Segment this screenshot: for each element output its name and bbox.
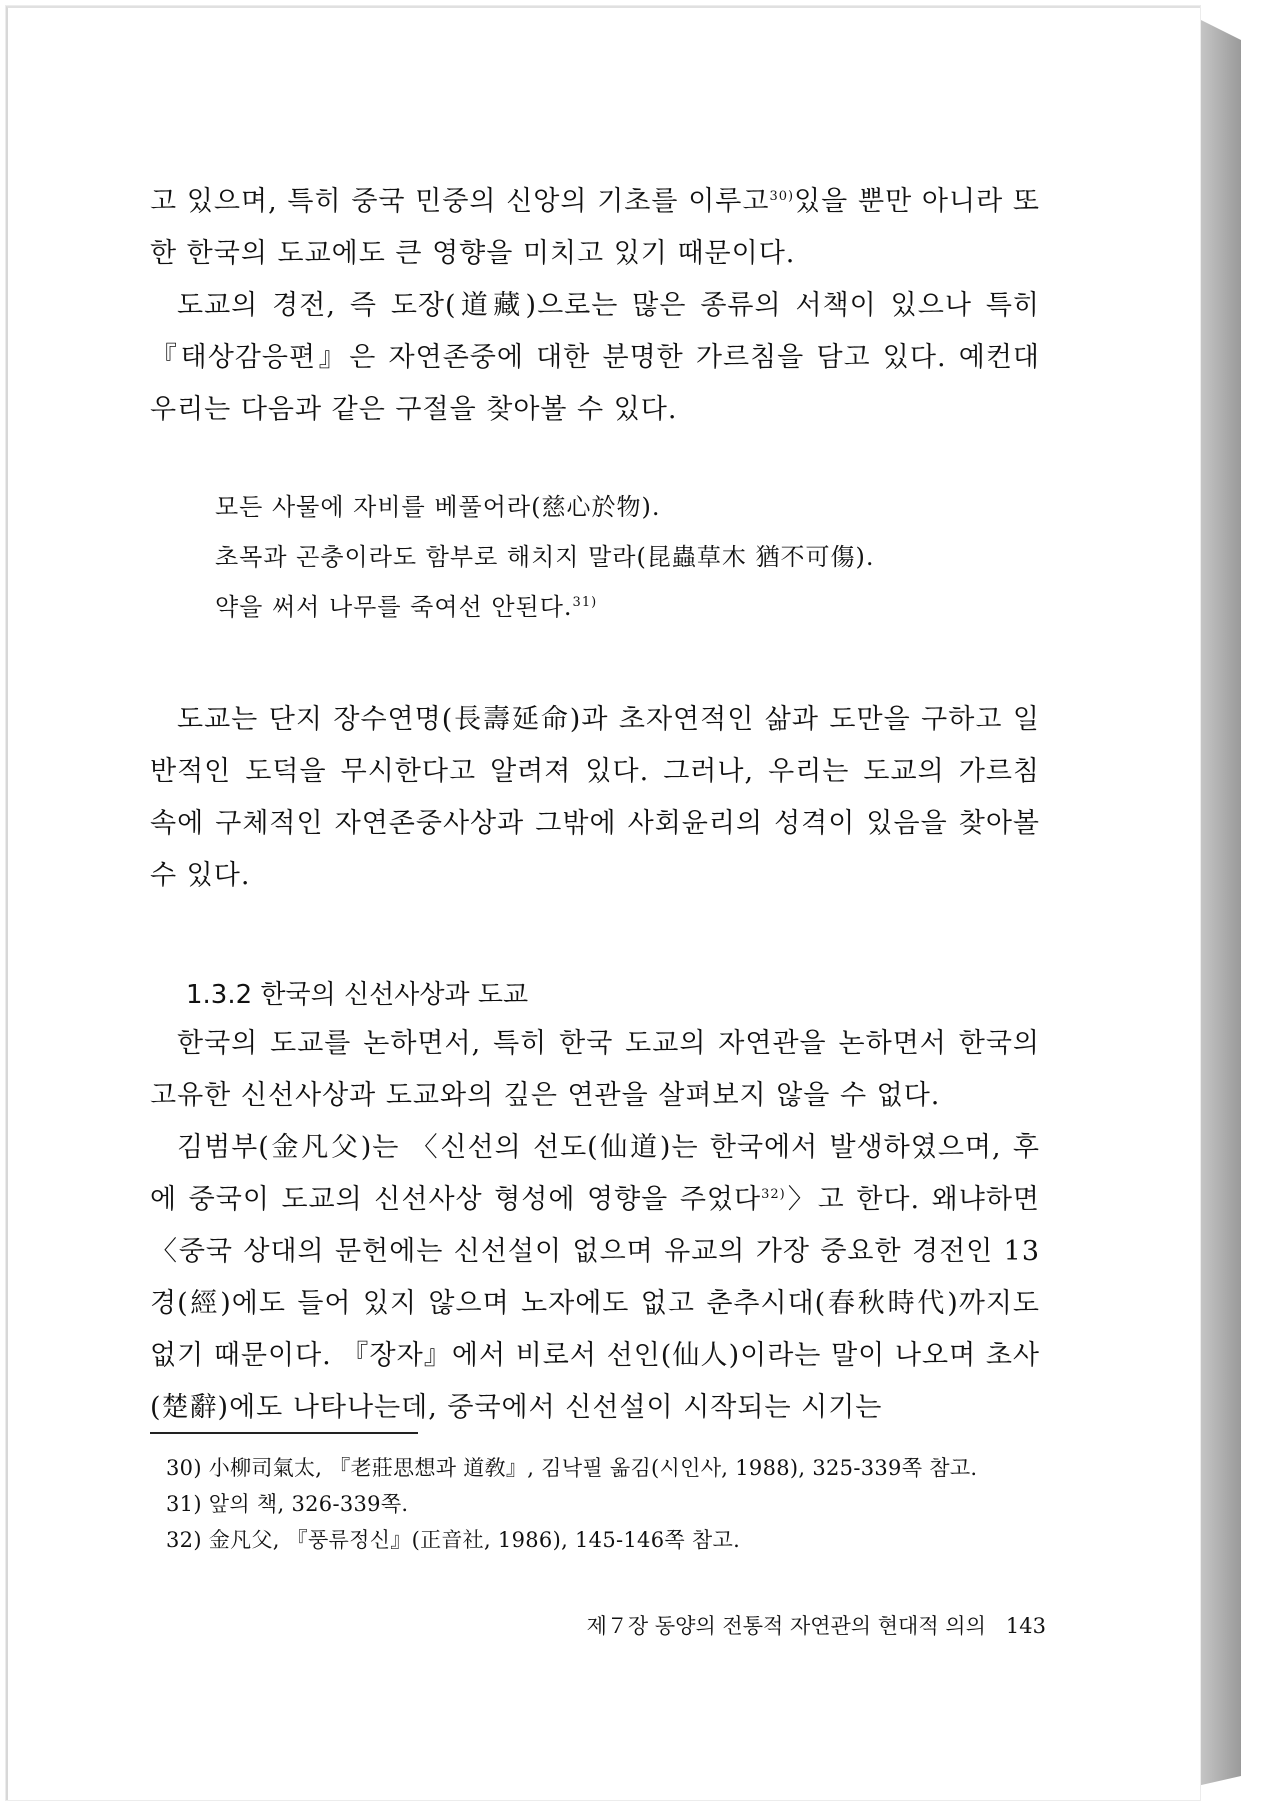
body-text	[150, 176, 1040, 1434]
paragraph-5	[150, 1122, 1040, 1434]
footnotes	[166, 1450, 1046, 1558]
chapter-title: 제７장 동양의 전통적 자연관의 현대적 의의	[586, 1614, 986, 1638]
paragraph-1-text-rest: 있을 뿐만 아니라 또한 한국의 도교에도 큰 영향을 미치고 있기 때문이다.	[150, 186, 1040, 269]
paragraph-2: 도교의 경전, 즉 도장(道藏)으로는 많은 종류의 서책이 있으나 특히 『태상감응편』은 자연존중에 대한 분명한 가르침을 담고 있다. 예컨대 우리는 다음과 같은 구절을 찾아볼 수 있다.	[150, 290, 1040, 425]
page-edge-shadow	[1197, 18, 1241, 1786]
paragraph-4: 한국의 도교를 논하면서, 특히 한국 도교의 자연관을 논하면서 한국의 고유한 신선사상과 도교와의 깊은 연관을 살펴보지 않을 수 없다.	[150, 1028, 1040, 1111]
footnote-30: 30) 小柳司氣太, 『老莊思想과 道敎』, 김낙필 옮김(시인사, 1988), 325-339쪽 참고.	[166, 1456, 978, 1480]
quote-line-2: 초목과 곤충이라도 함부로 해치지 말라(昆蟲草木 猶不可傷).	[215, 543, 875, 571]
quote-line-3-text: 약을 써서 나무를 죽여선 안된다.	[215, 593, 573, 621]
section-heading: 1.3.2 한국의 신선사상과 도교	[186, 980, 529, 1010]
quote-line-3	[215, 582, 1040, 632]
paragraph-5-text: 김범부(金凡父)는 〈신선의 선도(仙道)는 한국에서 발생하였으며, 후에 중국이 도교의 신선사상 형성에 영향을 주었다	[150, 1132, 1040, 1215]
quote-line-1: 모든 사물에 자비를 베풀어라(慈心於物).	[215, 493, 661, 521]
paragraph-1-text: 고 있으며, 특히 중국 민중의 신앙의 기초를 이루고	[150, 186, 770, 217]
footnote-divider	[150, 1432, 418, 1434]
footnote-32: 32) 金凡父, 『풍류정신』(正音社, 1986), 145-146쪽 참고.	[166, 1528, 741, 1552]
footnote-ref-30: 30)	[769, 189, 795, 204]
footnote-ref-32: 32)	[761, 1187, 786, 1202]
footnote-31: 31) 앞의 책, 326-339쪽.	[166, 1492, 409, 1516]
paragraph-3: 도교는 단지 장수연명(長壽延命)과 초자연적인 삶과 도만을 구하고 일반적인 도덕을 무시한다고 알려져 있다. 그러나, 우리는 도교의 가르침 속에 구체적인 자연존중사상과 그밖에 사회윤리의 성격이 있음을 찾아볼 수 있다.	[150, 704, 1040, 891]
block-quote	[215, 482, 1040, 632]
paragraph-1	[150, 176, 1040, 280]
running-footer	[486, 1610, 1046, 1642]
footnote-ref-31: 31)	[572, 595, 598, 610]
page-number: 143	[1005, 1614, 1046, 1638]
paragraph-5-text-rest: 〉고 한다. 왜냐하면 〈중국 상대의 문헌에는 신선설이 없으며 유교의 가장 중요한 경전인 13경(經)에도 들어 있지 않으며 노자에도 없고 춘추시대(春秋時代)까지도 없기 때문이다. 『장자』에서 비로서 선인(仙人)이라는 말이 나오며 초사(楚辭)에도 나타나는데, 중국에서 신선설이 시작되는 시기는	[150, 1184, 1040, 1423]
